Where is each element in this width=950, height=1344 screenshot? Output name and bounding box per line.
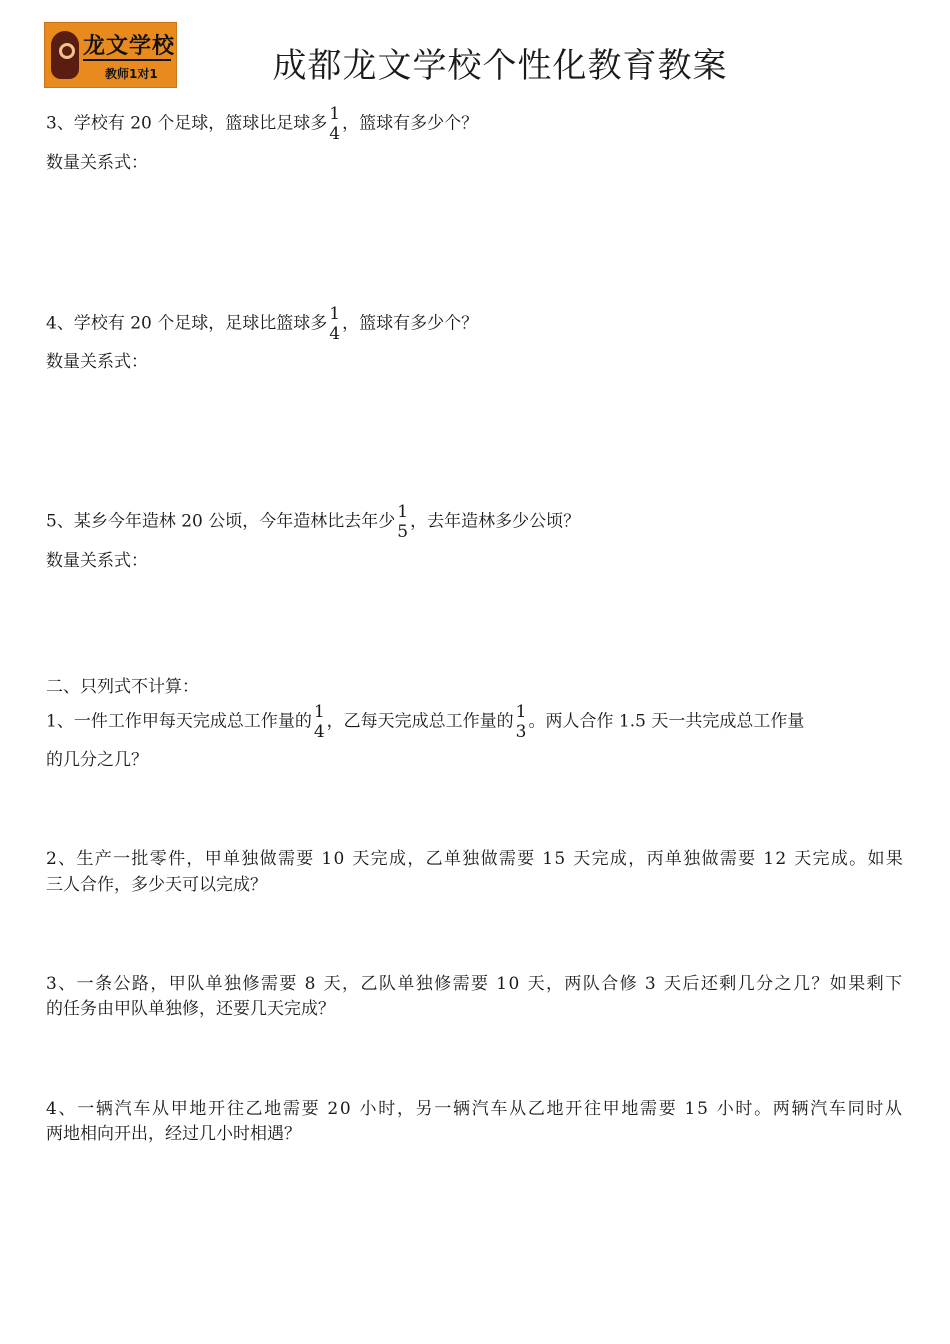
question-3-relation-label: 数量关系式： [46,153,148,173]
page-title: 成都龙文学校个性化教育教案 [272,46,728,86]
fraction-denominator: 3 [515,722,527,742]
school-logo [44,22,177,88]
question-3-text-post: ，篮球有多少个？ [342,113,479,134]
question-3-fraction [329,104,340,144]
question-3-text-pre: 3、学校有 20 个足球，篮球比足球多 [46,113,328,134]
question-3 [46,104,478,144]
problem-1-text-c: 。两人合作 1.5 天一共完成总工作量 [528,711,805,732]
fraction-denominator: 4 [313,722,325,742]
question-5-text-post: ，去年造林多少公顷？ [410,511,581,532]
problem-3-line-1: 3、一条公路，甲队单独修需要 8 天，乙队单独修需要 10 天，两队合修 3 天后还剩几分之几？如果剩下 [46,974,904,994]
logo-mark-icon [51,31,79,79]
section-2-heading: 二、只列式不计算： [46,677,199,697]
problem-2-line-2: 三人合作，多少天可以完成？ [46,875,267,895]
logo-divider [83,59,171,61]
fraction-numerator: 1 [397,502,409,522]
fraction-denominator: 4 [329,124,341,144]
problem-1-fraction-1 [314,702,325,742]
fraction-numerator: 1 [515,702,527,722]
fraction-numerator: 1 [329,104,341,124]
problem-3-line-2: 的任务由甲队单独修，还要几天完成？ [46,999,335,1019]
question-4-text-post: ，篮球有多少个？ [342,313,479,334]
problem-1-text-b: ，乙每天完成总工作量的 [326,711,514,732]
problem-4-line-1: 4、一辆汽车从甲地开往乙地需要 20 小时，另一辆汽车从乙地开往甲地需要 15 小时。两辆汽车同时从 [46,1099,904,1119]
logo-name: 龙文学校 [83,34,176,59]
question-5-fraction [397,502,408,542]
question-4-relation-label: 数量关系式： [46,352,148,372]
fraction-numerator: 1 [313,702,325,722]
question-5-relation-label: 数量关系式： [46,551,148,571]
problem-1-fraction-2 [516,702,527,742]
question-4 [46,304,478,344]
question-5-text-pre: 5、某乡今年造林 20 公顷，今年造林比去年少 [46,511,396,532]
problem-4-line-2: 两地相向开出，经过几小时相遇？ [46,1124,301,1144]
problem-1-line-2: 的几分之几？ [46,750,148,770]
fraction-numerator: 1 [329,304,341,324]
problem-2-line-1: 2、生产一批零件，甲单独做需要 10 天完成，乙单独做需要 15 天完成，丙单独做需要 12 天完成。如果 [46,849,905,869]
question-5 [46,502,580,542]
fraction-denominator: 4 [329,324,341,344]
question-4-text-pre: 4、学校有 20 个足球，足球比篮球多 [46,313,328,334]
logo-subtitle: 教师1对1 [105,67,158,81]
problem-1-text-a: 1、一件工作甲每天完成总工作量的 [46,711,312,732]
fraction-denominator: 5 [397,522,409,542]
problem-1 [46,702,804,742]
question-4-fraction [329,304,340,344]
